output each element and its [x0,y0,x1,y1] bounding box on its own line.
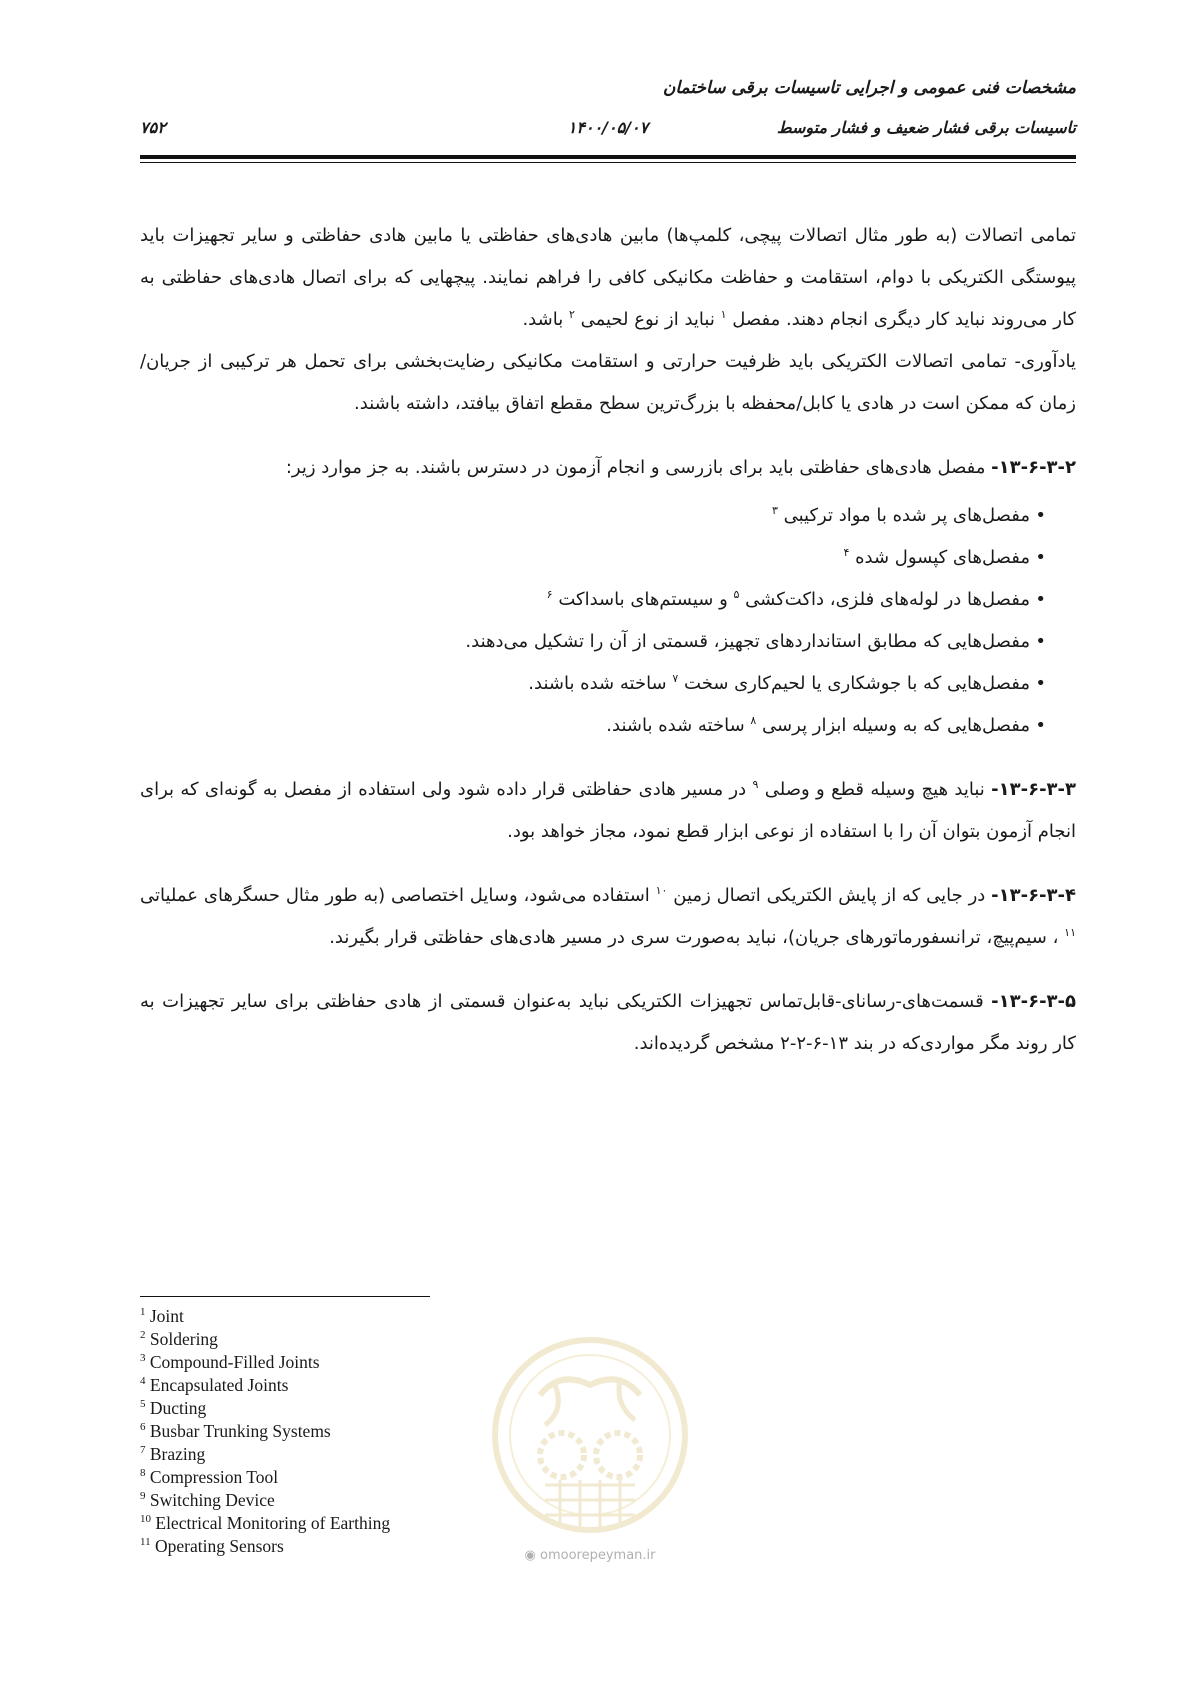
footnote-number: 3 [140,1352,146,1365]
list-item [140,705,1046,747]
exceptions-list [140,495,1076,747]
footnote-separator [140,1296,430,1297]
footnote-item [140,1397,500,1420]
header-rule-thick [140,155,1076,159]
footnote-number: 9 [140,1490,146,1503]
footnote-item [140,1420,500,1443]
section-text: مفصل هادی‌های حفاظتی باید برای بازرسی و انجام آزمون در دسترس باشند. به جز موارد زیر: [285,457,986,478]
page-number: ۷۵۲ [140,118,166,137]
footnote-number: 10 [140,1513,151,1526]
list-item-text: مفصل‌هایی که مطابق استانداردهای تجهیز، قسمتی از آن را تشکیل می‌دهند. [465,631,1030,652]
footnote-text: Joint [149,1306,184,1326]
header-row [140,118,1076,146]
watermark-site: ◉ omoorepeyman.ir [524,1548,656,1563]
footnote-number: 6 [140,1421,146,1434]
section-number: ۱۳-۶-۳-۴- [991,885,1076,906]
header-title: مشخصات فنی عمومی و اجرایی تاسیسات برقی ساختمان [662,78,1076,98]
document-body [140,215,1076,1065]
footnote-item [140,1443,500,1466]
footnote-number: 7 [140,1444,146,1457]
footnote-number: 1 [140,1306,146,1319]
list-item-text: ساخته شده باشند. [528,673,667,694]
footnotes [140,1305,500,1558]
footnote-ref: ۲ [568,308,575,321]
list-item [140,579,1046,621]
intro-paragraph [140,215,1076,341]
section-5-paragraph [140,981,1076,1065]
footnote-text: Operating Sensors [154,1536,284,1556]
section-2-paragraph [140,447,1076,489]
header-rule-thin [140,162,1076,163]
footnote-text: Compression Tool [149,1467,279,1487]
header-date: ۱۴۰۰/۰۵/۰۷ [567,118,649,137]
note-paragraph: یادآوری- تمامی اتصالات الکتریکی باید ظرفیت حرارتی و استقامت مکانیکی رضایت‌بخشی برای تحمل هر ترکیبی از جریان/زمان که ممکن است در هادی یا کابل/محفظه با بزرگ‌ترین سطح مقطع اتفاق بیافتد، داشته باشند. [140,351,1076,414]
section-text: ، سیم‌پیچ، ترانسفورماتورهای جریان)، نباید به‌صورت سری در مسیر هادی‌های حفاظتی قرار بگیرند. [329,927,1059,948]
list-item-text: و سیستم‌های باسداکت [558,589,728,610]
footnote-ref: ۴ [843,546,850,559]
intro-text-3: باشد. [522,309,564,330]
footnote-item [140,1489,500,1512]
list-item [140,621,1046,663]
section-4-paragraph [140,875,1076,959]
footnote-item [140,1535,500,1558]
footnote-item [140,1351,500,1374]
list-item-text: مفصل‌هایی که با جوشکاری یا لحیم‌کاری سخت [684,673,1030,694]
footnote-number: 4 [140,1375,146,1388]
list-item-text: ساخته شده باشند. [606,715,745,736]
footnote-item [140,1328,500,1351]
footnote-ref: ۸ [750,714,757,727]
section-text: نباید هیچ وسیله قطع و وصلی [764,779,985,800]
footnote-ref: ۷ [672,672,679,685]
footnote-number: 2 [140,1329,146,1342]
footnote-ref: ۱۰ [655,884,668,897]
section-text: قسمت‌های-رسانای-قابل‌تماس تجهیزات الکتریکی نباید به‌عنوان قسمتی از هادی حفاظتی برای سایر تجهیزات به کار روند مگر مواردی‌که در بند ۱۳-۶-۲-۲ مشخص گردیده‌اند. [140,991,1076,1054]
footnote-ref: ۹ [752,778,759,791]
footnote-ref: ۱ [720,308,727,321]
section-text: در جایی که از پایش الکتریکی اتصال زمین [673,885,986,906]
footnote-number: 8 [140,1467,146,1480]
section-text: استفاده می‌شود، وسایل اختصاصی (به طور مثال حسگرهای عملیاتی [140,885,650,906]
footnote-number: 5 [140,1398,146,1411]
list-item-text: مفصل‌ها در لوله‌های فلزی، داکت‌کشی [745,589,1030,610]
footnote-text: Compound-Filled Joints [149,1352,320,1372]
header-subtitle: تاسیسات برقی فشار ضعیف و فشار متوسط [776,118,1076,137]
section-number: ۱۳-۶-۳-۲- [991,457,1076,478]
footnote-number: 11 [140,1536,151,1549]
section-number: ۱۳-۶-۳-۵- [991,991,1076,1012]
list-item-text: مفصل‌های پر شده با مواد ترکیبی [783,505,1030,526]
footnote-item [140,1466,500,1489]
intro-text-1: تمامی اتصالات (به طور مثال اتصالات پیچی، کلمپ‌ها) مابین هادی‌های حفاظتی یا مابین هادی حفاظتی و سایر تجهیزات باید پیوستگی الکتریکی با دوام، استقامت و حفاظت مکانیکی کافی را فراهم نمایند. پیچهایی که برای اتصال هادی‌های حفاظتی به کار می‌روند نباید کار دیگری انجام دهند. مفصل [140,225,1076,330]
footnote-text: Ducting [149,1398,207,1418]
list-item [140,663,1046,705]
footnote-ref: ۱۱ [1064,926,1076,939]
footnote-text: Brazing [149,1444,206,1464]
footnote-ref: ۶ [546,588,553,601]
list-item [140,495,1046,537]
footnote-text: Soldering [149,1329,218,1349]
footnote-ref: ۵ [733,588,740,601]
section-3-paragraph [140,769,1076,853]
intro-text-2: نباید از نوع لحیمی [580,309,715,330]
footnote-text: Busbar Trunking Systems [149,1421,331,1441]
footnote-text: Encapsulated Joints [149,1375,289,1395]
footnote-text: Switching Device [149,1490,275,1510]
list-item-text: مفصل‌هایی که به وسیله ابزار پرسی [762,715,1030,736]
section-text: در مسیر هادی حفاظتی قرار داده شود ولی استفاده از مفصل به گونه‌ای که برای انجام آزمون بتوان آن را با استفاده از نوعی ابزار قطع نمود، مجاز خواهد بود. [140,779,1076,842]
footnote-ref: ۳ [771,504,778,517]
list-item [140,537,1046,579]
watermark-site-text: omoorepeyman.ir [540,1548,656,1563]
watermark-logo-icon [490,1325,690,1575]
footnote-item [140,1512,500,1535]
list-item-text: مفصل‌های کپسول شده [855,547,1030,568]
section-number: ۱۳-۶-۳-۳- [991,779,1076,800]
footnote-item [140,1305,500,1328]
footnote-text: Electrical Monitoring of Earthing [155,1513,391,1533]
footnote-item [140,1374,500,1397]
